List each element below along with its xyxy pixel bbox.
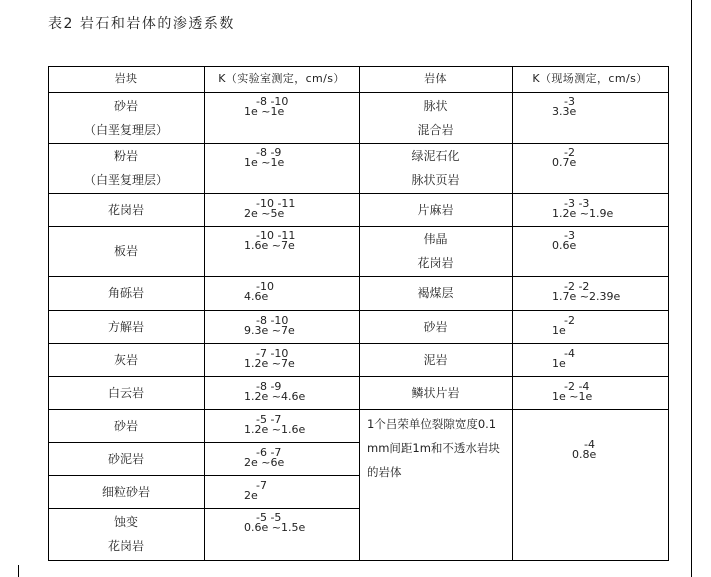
mass-row-separator (359, 276, 669, 277)
k-mantissa: 1.7e ~2.39e (552, 290, 621, 303)
table-row-mass-k (512, 143, 668, 193)
k-mantissa: 2e ~6e (244, 456, 285, 469)
table-row-rock-k (204, 226, 359, 276)
rock-row-separator (48, 310, 359, 311)
k-exponent: -8 -10 (256, 314, 289, 327)
table-row-rock-name (48, 143, 204, 193)
table-row-rock-name (48, 226, 204, 276)
mass-row-separator (359, 409, 669, 410)
rock-name: 细粒砂岩 (101, 484, 150, 499)
k-exponent: -10 -11 (256, 229, 296, 242)
rock-row-separator (48, 193, 359, 194)
rock-name: 蚀变 (113, 515, 138, 529)
table-row-rock-k (204, 376, 359, 409)
k-mantissa: 0.8e (572, 448, 597, 461)
table-row-rock-name (48, 409, 204, 442)
rock-name: 粉岩 (113, 149, 138, 163)
table-column-line-4 (668, 66, 669, 561)
k-exponent: -4 (564, 347, 575, 360)
table-column-line-2 (359, 66, 360, 561)
rock-name: 角砾岩 (107, 286, 144, 300)
rock-name: 脉状 (423, 98, 448, 113)
rock-name: 板岩 (113, 244, 138, 258)
k-exponent: -10 (256, 280, 274, 293)
rock-row-separator (48, 143, 359, 144)
k-mantissa: 1e ~1e (244, 105, 285, 118)
rock-name: 褐煤层 (417, 286, 454, 300)
header-k-lab (204, 66, 359, 92)
k-exponent: -5 -7 (256, 413, 282, 426)
rock-mass-note-line: 1个吕荣单位裂隙宽度0.1 (367, 417, 497, 431)
k-exponent: -2 (564, 314, 575, 327)
k-mantissa: 1e (552, 324, 566, 337)
mass-row-separator (359, 376, 669, 377)
table-row-rock-k (204, 92, 359, 143)
k-mantissa: 1.2e ~1.6e (244, 423, 306, 436)
rock-row-separator (48, 508, 359, 509)
k-mantissa: 1e (552, 357, 566, 370)
table-row-rock-k (204, 310, 359, 343)
rock-name: 绿泥石化 (411, 149, 460, 163)
k-mantissa: 2e ~5e (244, 207, 285, 220)
k-exponent: -3 (564, 95, 575, 108)
k-mantissa: 1.6e ~7e (244, 239, 295, 252)
table-row-rock-k (204, 276, 359, 310)
table-row-rock-k (204, 143, 359, 193)
k-mantissa: 1.2e ~7e (244, 357, 295, 370)
table-column-line-0 (48, 66, 49, 561)
table-row-mass-k (512, 193, 668, 226)
k-mantissa: 2e (244, 489, 258, 502)
rock-row-separator (48, 409, 359, 410)
table-row-mass-name (359, 226, 512, 276)
table-column-line-1 (204, 66, 205, 561)
rock-name-sub: 花岗岩 (107, 539, 144, 553)
rock-name: 伟晶 (423, 232, 448, 246)
table-row-rock-k (204, 409, 359, 442)
frame-left-border (18, 565, 19, 577)
k-mantissa: 0.6e (552, 239, 577, 252)
k-exponent: -2 -2 (564, 280, 590, 293)
k-exponent: -4 (584, 438, 595, 451)
table-row-rock-name (48, 442, 204, 475)
table-row-mass-name (359, 143, 512, 193)
rock-row-separator (48, 475, 359, 476)
header-rock-mass (359, 66, 512, 92)
k-exponent: -2 -4 (564, 380, 590, 393)
rock-row-separator (48, 343, 359, 344)
header-k-field-label: K（现场测定，cm/s） (532, 72, 648, 85)
table-row-mass-k (512, 92, 668, 143)
rock-row-separator (48, 376, 359, 377)
rock-name-sub: （白垩复理层） (83, 173, 168, 187)
frame-right-border (691, 0, 692, 577)
k-exponent: -8 -9 (256, 380, 282, 393)
rock-mass-note-line: 的岩体 (367, 465, 402, 479)
rock-name: 砂泥岩 (107, 451, 144, 466)
rock-row-separator (48, 560, 359, 561)
k-exponent: -7 -10 (256, 347, 289, 360)
table-row-rock-name (48, 92, 204, 143)
k-mantissa: 4.6e (244, 290, 269, 303)
k-exponent: -6 -7 (256, 446, 282, 459)
table-row-mass-name (359, 310, 512, 343)
mass-row-separator (359, 143, 669, 144)
header-k-lab-label: K（实验室测定，cm/s） (218, 72, 345, 85)
table-row-rock-name (48, 376, 204, 409)
table-row-rock-k (204, 442, 359, 475)
k-mantissa: 0.7e (552, 156, 577, 169)
table-row-rock-k (204, 508, 359, 560)
rock-name: 花岗岩 (107, 202, 144, 217)
table-row-rock-k (204, 343, 359, 376)
k-exponent: -10 -11 (256, 197, 296, 210)
rock-name: 白云岩 (107, 385, 144, 400)
table-border-bottom (359, 560, 669, 561)
rock-name: 灰岩 (113, 352, 138, 367)
k-exponent: -8 -10 (256, 95, 289, 108)
table-row-mass-name (359, 92, 512, 143)
k-mantissa: 1.2e ~1.9e (552, 207, 614, 220)
table-caption: 表2 岩石和岩体的渗透系数 (48, 16, 235, 32)
k-exponent: -8 -9 (256, 146, 282, 159)
rock-mass-note-k (512, 409, 668, 560)
table-row-rock-name (48, 193, 204, 226)
table-row-mass-name (359, 193, 512, 226)
mass-row-separator (359, 193, 669, 194)
table-row-mass-k (512, 310, 668, 343)
table-row-mass-k (512, 376, 668, 409)
table-row-mass-name (359, 276, 512, 310)
k-mantissa: 1e ~1e (244, 156, 285, 169)
rock-name: 泥岩 (423, 352, 448, 367)
rock-name: 砂岩 (113, 418, 138, 433)
mass-row-separator (359, 343, 669, 344)
table-row-mass-name (359, 343, 512, 376)
table-row-mass-k (512, 276, 668, 310)
k-mantissa: 1.2e ~4.6e (244, 390, 306, 403)
table-row-rock-name (48, 343, 204, 376)
rock-row-separator (48, 276, 359, 277)
table-row-rock-k (204, 193, 359, 226)
rock-name-sub: 脉状页岩 (411, 173, 460, 187)
rock-mass-note-line: mm间距1m和不透水岩块 (367, 441, 500, 455)
table-row-mass-name (359, 376, 512, 409)
table-row-mass-k (512, 226, 668, 276)
table-row-rock-name (48, 310, 204, 343)
rock-name: 鳞状片岩 (411, 385, 460, 400)
table-row-rock-k (204, 475, 359, 508)
rock-mass-note (359, 409, 512, 560)
rock-name: 片麻岩 (417, 202, 454, 217)
header-rock-mass-label: 岩体 (424, 72, 447, 85)
k-exponent: -7 (256, 479, 267, 492)
rock-name-sub: 混合岩 (417, 122, 454, 137)
table-row-rock-name (48, 276, 204, 310)
header-rock (48, 66, 204, 92)
mass-row-separator (359, 310, 669, 311)
rock-name: 方解岩 (107, 319, 144, 334)
table-column-line-3 (512, 66, 513, 561)
rock-name-sub: 花岗岩 (417, 256, 454, 270)
k-mantissa: 1e ~1e (552, 390, 593, 403)
table-row-mass-k (512, 343, 668, 376)
k-exponent: -3 -3 (564, 197, 590, 210)
k-exponent: -5 -5 (256, 511, 282, 524)
k-exponent: -2 (564, 146, 575, 159)
mass-row-separator (359, 226, 669, 227)
k-mantissa: 3.3e (552, 105, 577, 118)
rock-name: 砂岩 (423, 319, 448, 334)
k-mantissa: 0.6e ~1.5e (244, 521, 306, 534)
rock-row-separator (48, 226, 359, 227)
header-k-field (512, 66, 668, 92)
rock-name-sub: （白垩复理层） (83, 122, 168, 137)
table-row-rock-name (48, 508, 204, 560)
rock-name: 砂岩 (113, 98, 138, 113)
k-exponent: -3 (564, 229, 575, 242)
table-row-rock-name (48, 475, 204, 508)
rock-row-separator (48, 442, 359, 443)
k-mantissa: 9.3e ~7e (244, 324, 295, 337)
header-rock-label: 岩块 (114, 72, 138, 85)
